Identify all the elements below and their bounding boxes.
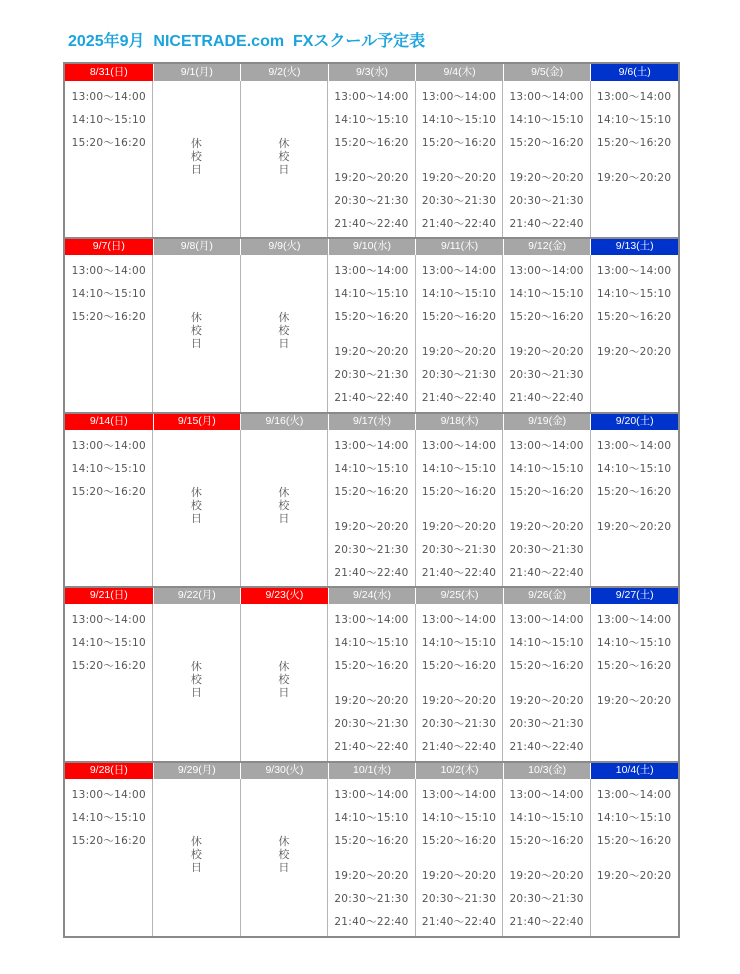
column-divider (415, 779, 416, 936)
time-slot: 15:20〜16:20 (509, 311, 584, 324)
closed-day-cell (240, 81, 328, 238)
time-slot: 15:20〜16:20 (71, 485, 146, 498)
column-divider (502, 430, 503, 587)
day-cell (415, 604, 503, 761)
time-slot: 20:30〜21:30 (334, 718, 409, 731)
time-slot: 13:00〜14:00 (71, 265, 146, 278)
closed-day-cell (240, 430, 328, 587)
column-divider (502, 604, 503, 761)
row-divider (65, 412, 678, 414)
day-cell (328, 81, 416, 238)
time-slot: 15:20〜16:20 (421, 137, 497, 149)
column-divider (590, 255, 591, 412)
time-slot: 19:20〜20:20 (421, 869, 497, 882)
time-slot: 20:30〜21:30 (509, 718, 584, 731)
time-slot: 19:20〜20:20 (334, 520, 409, 533)
time-slot: 14:10〜15:10 (421, 462, 497, 475)
column-divider (152, 430, 153, 587)
closed-label: 休 校 日 (278, 311, 290, 351)
closed-day-cell (153, 81, 241, 238)
time-slot: 14:10〜15:10 (509, 462, 584, 475)
day-cell (328, 779, 416, 936)
time-slot: 19:20〜20:20 (509, 172, 584, 184)
time-slot: 21:40〜22:40 (509, 566, 584, 579)
time-slot: 20:30〜21:30 (509, 892, 584, 905)
closed-day-cell (153, 604, 241, 761)
column-divider (152, 779, 153, 936)
time-slot: 13:00〜14:00 (509, 614, 584, 627)
time-slot: 13:00〜14:00 (421, 788, 497, 801)
time-slot: 20:30〜21:30 (509, 369, 584, 382)
time-slot: 14:10〜15:10 (509, 637, 584, 650)
day-cell (65, 255, 153, 412)
time-slot: 15:20〜16:20 (509, 485, 584, 498)
time-slot: 19:20〜20:20 (421, 172, 497, 184)
time-slot: 13:00〜14:00 (509, 439, 584, 452)
day-cell (590, 779, 678, 936)
time-slot: 20:30〜21:30 (509, 195, 584, 207)
day-header: 9/2(火) (240, 64, 328, 81)
time-slot: 15:20〜16:20 (509, 660, 584, 673)
column-divider (327, 779, 328, 936)
time-slot: 14:10〜15:10 (421, 637, 497, 650)
closed-label: 休 校 日 (190, 311, 202, 351)
time-slot: 13:00〜14:00 (509, 265, 584, 278)
day-header: 9/7(日) (65, 238, 153, 255)
time-slot: 21:40〜22:40 (334, 218, 409, 230)
day-cell (65, 604, 153, 761)
week-row (65, 64, 678, 238)
time-slot: 19:20〜20:20 (334, 695, 409, 708)
closed-day-cell (153, 430, 241, 587)
week-row (65, 413, 678, 587)
day-header: 9/10(水) (328, 238, 416, 255)
day-header: 9/21(日) (65, 587, 153, 604)
day-header: 9/17(水) (328, 413, 416, 430)
column-divider (327, 604, 328, 761)
time-slot: 19:20〜20:20 (509, 346, 584, 359)
day-cell (503, 81, 591, 238)
day-header: 9/4(木) (415, 64, 503, 81)
time-slot: 20:30〜21:30 (421, 195, 497, 207)
time-slot: 19:20〜20:20 (509, 695, 584, 708)
closed-day-cell (240, 779, 328, 936)
time-slot: 14:10〜15:10 (71, 637, 146, 650)
time-slot: 13:00〜14:00 (597, 788, 672, 801)
time-slot: 20:30〜21:30 (421, 369, 497, 382)
time-slot: 21:40〜22:40 (421, 218, 497, 230)
time-slot: 14:10〜15:10 (334, 462, 409, 475)
time-slot: 13:00〜14:00 (334, 265, 409, 278)
time-slot: 14:10〜15:10 (421, 811, 497, 824)
day-cell (328, 255, 416, 412)
time-slot: 20:30〜21:30 (421, 718, 497, 731)
time-slot: 14:10〜15:10 (597, 288, 672, 301)
time-slot: 14:10〜15:10 (597, 811, 672, 824)
day-header: 9/22(月) (153, 587, 241, 604)
day-header: 9/26(金) (503, 587, 591, 604)
time-slot: 14:10〜15:10 (509, 811, 584, 824)
time-slot: 19:20〜20:20 (334, 346, 409, 359)
column-divider (415, 430, 416, 587)
column-divider (590, 81, 591, 238)
time-slot: 19:20〜20:20 (597, 172, 672, 184)
time-slot: 15:20〜16:20 (421, 485, 497, 498)
time-slot: 15:20〜16:20 (334, 311, 409, 324)
time-slot: 19:20〜20:20 (597, 520, 672, 533)
day-cell (503, 604, 591, 761)
day-header: 9/3(水) (328, 64, 416, 81)
column-divider (152, 81, 153, 238)
time-slot: 19:20〜20:20 (421, 346, 497, 359)
day-cell (590, 604, 678, 761)
day-header: 9/16(火) (240, 413, 328, 430)
week-row (65, 762, 678, 936)
time-slot: 13:00〜14:00 (421, 265, 497, 278)
time-slot: 15:20〜16:20 (334, 137, 409, 149)
time-slot: 13:00〜14:00 (71, 91, 146, 103)
closed-label: 休 校 日 (278, 485, 290, 525)
time-slot: 14:10〜15:10 (509, 288, 584, 301)
time-slot: 21:40〜22:40 (509, 218, 584, 230)
column-divider (152, 604, 153, 761)
column-divider (240, 604, 241, 761)
row-divider (65, 237, 678, 239)
day-cell (415, 430, 503, 587)
time-slot: 13:00〜14:00 (597, 614, 672, 627)
time-slot: 20:30〜21:30 (421, 892, 497, 905)
time-slot: 13:00〜14:00 (334, 439, 409, 452)
week-row (65, 238, 678, 412)
time-slot: 13:00〜14:00 (71, 788, 146, 801)
day-header: 9/30(火) (240, 762, 328, 779)
day-header: 9/28(日) (65, 762, 153, 779)
day-cell (328, 604, 416, 761)
time-slot: 14:10〜15:10 (421, 288, 497, 301)
time-slot: 13:00〜14:00 (334, 788, 409, 801)
time-slot: 15:20〜16:20 (509, 834, 584, 847)
column-divider (240, 430, 241, 587)
day-cell (503, 255, 591, 412)
time-slot: 14:10〜15:10 (71, 811, 146, 824)
time-slot: 15:20〜16:20 (71, 660, 146, 673)
closed-label: 休 校 日 (190, 660, 202, 700)
column-divider (415, 81, 416, 238)
time-slot: 14:10〜15:10 (334, 637, 409, 650)
day-header: 9/9(火) (240, 238, 328, 255)
time-slot: 21:40〜22:40 (334, 741, 409, 754)
time-slot: 14:10〜15:10 (421, 114, 497, 126)
column-divider (327, 255, 328, 412)
time-slot: 15:20〜16:20 (421, 311, 497, 324)
column-divider (502, 255, 503, 412)
time-slot: 15:20〜16:20 (597, 137, 672, 149)
row-divider (65, 586, 678, 588)
closed-day-cell (240, 255, 328, 412)
day-header: 9/27(土) (590, 587, 678, 604)
day-cell (65, 430, 153, 587)
closed-label: 休 校 日 (190, 137, 202, 176)
time-slot: 20:30〜21:30 (334, 543, 409, 556)
time-slot: 20:30〜21:30 (509, 543, 584, 556)
time-slot: 13:00〜14:00 (71, 439, 146, 452)
time-slot: 15:20〜16:20 (71, 137, 146, 149)
time-slot: 19:20〜20:20 (597, 869, 672, 882)
day-header: 9/20(土) (590, 413, 678, 430)
time-slot: 21:40〜22:40 (509, 741, 584, 754)
time-slot: 21:40〜22:40 (334, 566, 409, 579)
day-cell (65, 779, 153, 936)
day-header: 9/15(月) (153, 413, 241, 430)
time-slot: 13:00〜14:00 (334, 614, 409, 627)
time-slot: 13:00〜14:00 (71, 614, 146, 627)
time-slot: 14:10〜15:10 (71, 462, 146, 475)
day-header: 9/19(金) (503, 413, 591, 430)
time-slot: 21:40〜22:40 (421, 392, 497, 405)
time-slot: 15:20〜16:20 (421, 834, 497, 847)
time-slot: 15:20〜16:20 (334, 660, 409, 673)
day-cell (65, 81, 153, 238)
day-cell (415, 779, 503, 936)
time-slot: 19:20〜20:20 (334, 172, 409, 184)
week-row (65, 587, 678, 761)
time-slot: 21:40〜22:40 (509, 392, 584, 405)
day-header: 9/13(土) (590, 238, 678, 255)
time-slot: 15:20〜16:20 (334, 485, 409, 498)
schedule-table (63, 62, 680, 938)
time-slot: 21:40〜22:40 (421, 566, 497, 579)
time-slot: 13:00〜14:00 (421, 439, 497, 452)
day-header: 9/11(木) (415, 238, 503, 255)
time-slot: 15:20〜16:20 (509, 137, 584, 149)
day-header: 10/2(木) (415, 762, 503, 779)
time-slot: 14:10〜15:10 (597, 462, 672, 475)
column-divider (415, 255, 416, 412)
time-slot: 13:00〜14:00 (597, 91, 672, 103)
closed-day-cell (153, 779, 241, 936)
column-divider (327, 81, 328, 238)
day-header: 9/29(月) (153, 762, 241, 779)
day-header: 9/14(日) (65, 413, 153, 430)
time-slot: 14:10〜15:10 (334, 288, 409, 301)
column-divider (590, 779, 591, 936)
column-divider (240, 81, 241, 238)
column-divider (415, 604, 416, 761)
time-slot: 20:30〜21:30 (334, 369, 409, 382)
column-divider (240, 255, 241, 412)
time-slot: 13:00〜14:00 (597, 265, 672, 278)
closed-label: 休 校 日 (278, 660, 290, 700)
day-cell (503, 779, 591, 936)
day-header: 9/24(水) (328, 587, 416, 604)
day-cell (415, 81, 503, 238)
closed-label: 休 校 日 (190, 485, 202, 525)
day-header: 10/3(金) (503, 762, 591, 779)
day-cell (590, 430, 678, 587)
time-slot: 14:10〜15:10 (597, 114, 672, 126)
time-slot: 15:20〜16:20 (597, 660, 672, 673)
day-header: 10/4(土) (590, 762, 678, 779)
day-header: 9/6(土) (590, 64, 678, 81)
time-slot: 13:00〜14:00 (597, 439, 672, 452)
day-header: 8/31(日) (65, 64, 153, 81)
time-slot: 13:00〜14:00 (421, 614, 497, 627)
time-slot: 20:30〜21:30 (334, 892, 409, 905)
day-header: 9/23(火) (240, 587, 328, 604)
time-slot: 21:40〜22:40 (421, 915, 497, 928)
time-slot: 13:00〜14:00 (421, 91, 497, 103)
time-slot: 15:20〜16:20 (71, 311, 146, 324)
closed-label: 休 校 日 (278, 834, 290, 874)
day-cell (590, 255, 678, 412)
day-header: 9/5(金) (503, 64, 591, 81)
time-slot: 21:40〜22:40 (421, 741, 497, 754)
time-slot: 14:10〜15:10 (334, 811, 409, 824)
time-slot: 14:10〜15:10 (509, 114, 584, 126)
day-header: 9/18(木) (415, 413, 503, 430)
time-slot: 19:20〜20:20 (597, 346, 672, 359)
day-header: 9/25(木) (415, 587, 503, 604)
time-slot: 20:30〜21:30 (421, 543, 497, 556)
time-slot: 21:40〜22:40 (334, 392, 409, 405)
column-divider (590, 604, 591, 761)
column-divider (502, 779, 503, 936)
column-divider (502, 81, 503, 238)
time-slot: 14:10〜15:10 (597, 637, 672, 650)
time-slot: 15:20〜16:20 (597, 311, 672, 324)
row-divider (65, 761, 678, 763)
time-slot: 14:10〜15:10 (71, 114, 146, 126)
page-title: 2025年9月 NICETRADE.com FXスクール予定表 (68, 33, 426, 50)
column-divider (152, 255, 153, 412)
closed-label: 休 校 日 (190, 834, 202, 874)
time-slot: 14:10〜15:10 (334, 114, 409, 126)
day-cell (503, 430, 591, 587)
time-slot: 19:20〜20:20 (421, 695, 497, 708)
day-header: 9/1(月) (153, 64, 241, 81)
time-slot: 15:20〜16:20 (597, 834, 672, 847)
day-header: 10/1(水) (328, 762, 416, 779)
time-slot: 21:40〜22:40 (509, 915, 584, 928)
column-divider (590, 430, 591, 587)
time-slot: 20:30〜21:30 (334, 195, 409, 207)
day-cell (328, 430, 416, 587)
column-divider (240, 779, 241, 936)
time-slot: 19:20〜20:20 (334, 869, 409, 882)
closed-label: 休 校 日 (278, 137, 290, 176)
time-slot: 13:00〜14:00 (334, 91, 409, 103)
column-divider (327, 430, 328, 587)
time-slot: 19:20〜20:20 (597, 695, 672, 708)
day-header: 9/12(金) (503, 238, 591, 255)
time-slot: 21:40〜22:40 (334, 915, 409, 928)
time-slot: 19:20〜20:20 (509, 869, 584, 882)
time-slot: 13:00〜14:00 (509, 788, 584, 801)
time-slot: 15:20〜16:20 (421, 660, 497, 673)
day-cell (590, 81, 678, 238)
time-slot: 19:20〜20:20 (509, 520, 584, 533)
time-slot: 15:20〜16:20 (334, 834, 409, 847)
time-slot: 15:20〜16:20 (71, 834, 146, 847)
closed-day-cell (240, 604, 328, 761)
time-slot: 15:20〜16:20 (597, 485, 672, 498)
time-slot: 13:00〜14:00 (509, 91, 584, 103)
day-cell (415, 255, 503, 412)
closed-day-cell (153, 255, 241, 412)
time-slot: 14:10〜15:10 (71, 288, 146, 301)
time-slot: 19:20〜20:20 (421, 520, 497, 533)
day-header: 9/8(月) (153, 238, 241, 255)
